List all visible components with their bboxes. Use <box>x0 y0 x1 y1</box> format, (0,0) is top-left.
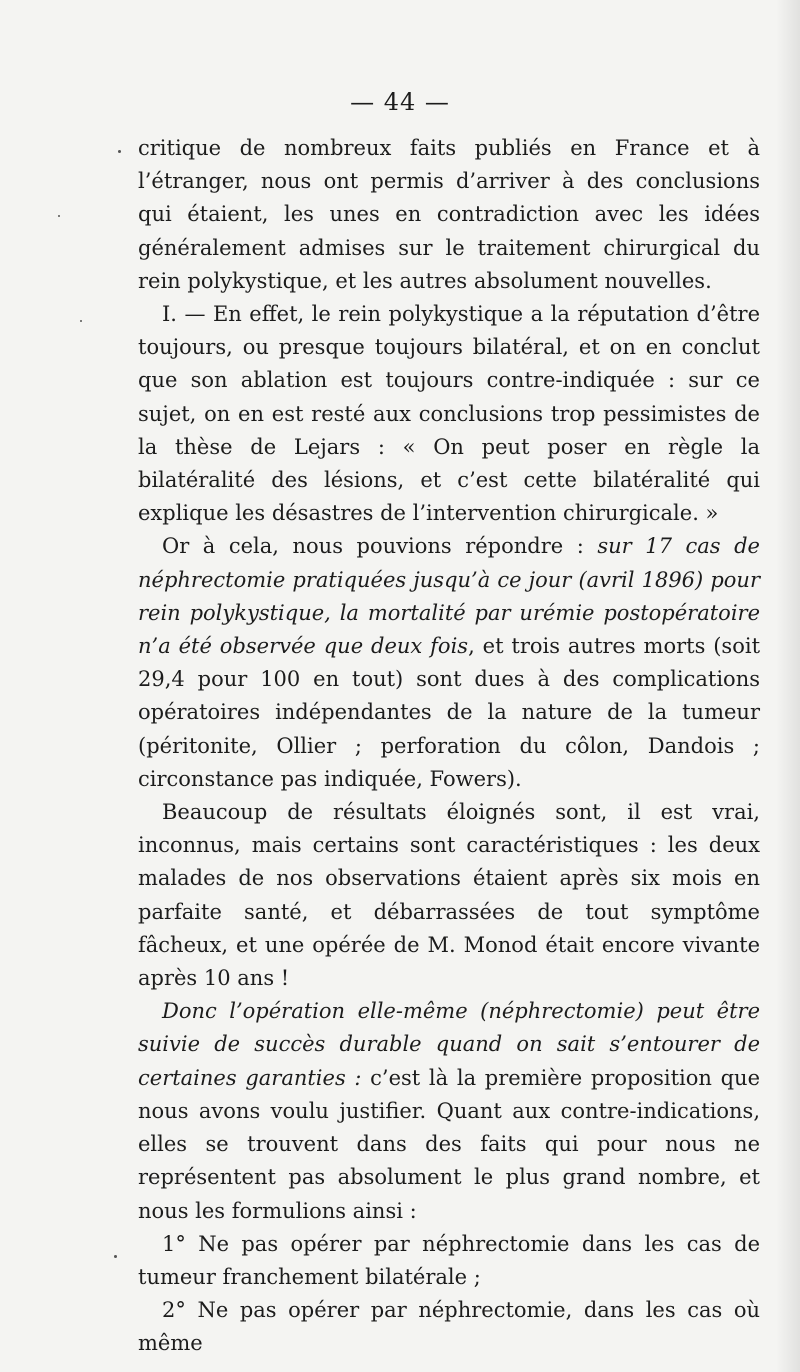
page-number: — 44 — <box>350 88 450 116</box>
paragraph-4: Beaucoup de résultats éloignés sont, il est vrai, inconnus, mais certains sont caractéristiques : les deux malades de nos observations étaient après six mois en parfaite santé, et débarrassées de tout symptôme fâcheux, et une opérée de M. Monod était encore vivante après 10 ans ! <box>138 800 760 991</box>
paragraph-3-rest: , et trois autres morts (soit 29,4 pour 100 en tout) sont dues à des complications opératoires indépendantes de la nature de la tumeur (péritonite, Ollier ; perforation du côlon, Dandois ; circonstance pas indiquée, Fowers). <box>138 634 761 791</box>
paragraph-1: critique de nombreux faits publiés en France et à l’étranger, nous ont permis d’arriver à des conclusions qui étaient, les unes en contradiction avec les idées généralement admises sur le traitement chirurgical du rein polykystique, et les autres absolument nouvelles. <box>138 136 760 293</box>
body-text <box>138 132 760 1361</box>
scan-speck <box>80 320 82 322</box>
list-item-2: 2° Ne pas opérer par néphrectomie, dans les cas où même <box>138 1298 760 1356</box>
paragraph-3 <box>138 530 760 796</box>
paragraph-5-italic: Donc l’opération elle-même (néphrectomie) peut être suivie de succès durable quand on sait s’entourer de certaines garanties : <box>138 999 760 1090</box>
scan-speck <box>58 215 60 217</box>
paragraph-3-italic: sur 17 cas de néphrectomie pratiquées jusqu’à ce jour (avril 1896) pour rein polykystique, la mortalité par urémie postopératoire n’a été observée que deux fois <box>138 534 760 659</box>
paragraph-5 <box>138 995 760 1227</box>
scan-shadow <box>776 0 800 1372</box>
paragraph-3-lead: Or à cela, nous pouvions répondre : <box>162 534 598 559</box>
paragraph-2: I. — En effet, le rein polykystique a la réputation d’être toujours, ou presque toujours bilatéral, et on en conclut que son ablation est toujours contre-indiquée : sur ce sujet, on en est resté aux conclusions trop pessimistes de la thèse de Lejars : « On peut poser en règle la bilatéralité des lésions, et c’est cette bilatéralité qui explique les désastres de l’intervention chirurgicale. » <box>138 302 760 526</box>
paragraph-5-rest: c’est là la première proposition que nous avons voulu justifier. Quant aux contre-indications, elles se trouvent dans des faits qui pour nous ne représentent pas absolument le plus grand nombre, et nous les formulions ainsi : <box>138 1065 760 1223</box>
scan-speck <box>118 150 121 153</box>
list-item-1: 1° Ne pas opérer par néphrectomie dans les cas de tumeur franchement bilatérale ; <box>138 1231 760 1289</box>
scan-speck <box>114 1255 117 1258</box>
